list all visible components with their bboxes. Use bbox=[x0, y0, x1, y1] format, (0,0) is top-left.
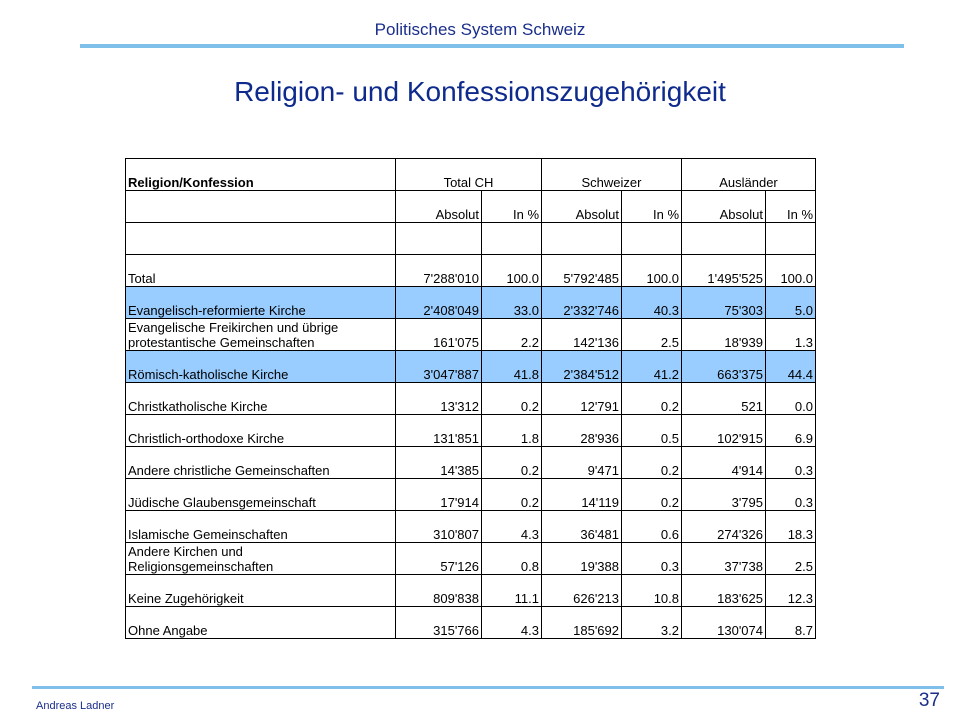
cell-value: 521 bbox=[682, 383, 766, 415]
subheader-cell: In % bbox=[622, 191, 682, 223]
row-label: Christlich-orthodoxe Kirche bbox=[126, 415, 396, 447]
cell-value: 102'915 bbox=[682, 415, 766, 447]
table-row bbox=[126, 383, 816, 415]
row-label: Andere christliche Gemeinschaften bbox=[126, 447, 396, 479]
cell-value: 809'838 bbox=[396, 575, 482, 607]
row-label-line: Religionsgemeinschaften bbox=[128, 559, 274, 574]
cell-value: 315'766 bbox=[396, 607, 482, 639]
group-header-total: Total CH bbox=[396, 159, 542, 191]
subheader-cell: Absolut bbox=[396, 191, 482, 223]
cell-value: 12.3 bbox=[766, 575, 816, 607]
table-row bbox=[126, 415, 816, 447]
cell-value: 3'795 bbox=[682, 479, 766, 511]
table-row bbox=[126, 479, 816, 511]
cell-value: 2'384'512 bbox=[542, 351, 622, 383]
cell-value: 1'495'525 bbox=[682, 255, 766, 287]
cell-value: 7'288'010 bbox=[396, 255, 482, 287]
cell-value: 17'914 bbox=[396, 479, 482, 511]
cell-value: 0.2 bbox=[622, 447, 682, 479]
cell-value: 2.2 bbox=[482, 319, 542, 351]
cell-value: 4.3 bbox=[482, 607, 542, 639]
cell-value: 75'303 bbox=[682, 287, 766, 319]
cell-value: 0.3 bbox=[622, 543, 682, 575]
cell-value: 14'119 bbox=[542, 479, 622, 511]
group-header-foreign: Ausländer bbox=[682, 159, 816, 191]
cell-value: 183'625 bbox=[682, 575, 766, 607]
cell-value: 36'481 bbox=[542, 511, 622, 543]
cell-value: 5.0 bbox=[766, 287, 816, 319]
row-label: Christkatholische Kirche bbox=[126, 383, 396, 415]
cell-value: 100.0 bbox=[766, 255, 816, 287]
presentation-title: Politisches System Schweiz bbox=[374, 20, 586, 39]
cell-value: 18'939 bbox=[682, 319, 766, 351]
cell-value: 57'126 bbox=[396, 543, 482, 575]
slide-title: Religion- und Konfessionszugehörigkeit bbox=[234, 76, 726, 107]
author-name: Andreas Ladner bbox=[36, 700, 115, 712]
table-subheader-row bbox=[126, 191, 816, 223]
row-label bbox=[126, 319, 396, 351]
subheader-cell: In % bbox=[766, 191, 816, 223]
cell-value: 6.9 bbox=[766, 415, 816, 447]
cell-value: 37'738 bbox=[682, 543, 766, 575]
cell-value: 2.5 bbox=[622, 319, 682, 351]
table-row bbox=[126, 607, 816, 639]
row-label: Ohne Angabe bbox=[126, 607, 396, 639]
row-label bbox=[126, 543, 396, 575]
group-header-swiss: Schweizer bbox=[542, 159, 682, 191]
cell-value: 100.0 bbox=[482, 255, 542, 287]
cell-value: 0.3 bbox=[766, 479, 816, 511]
cell-value: 131'851 bbox=[396, 415, 482, 447]
row-label-line: protestantische Gemeinschaften bbox=[128, 335, 315, 350]
cell-value: 28'936 bbox=[542, 415, 622, 447]
cell-value: 5'792'485 bbox=[542, 255, 622, 287]
cell-value: 4'914 bbox=[682, 447, 766, 479]
table-row bbox=[126, 511, 816, 543]
row-label: Evangelisch-reformierte Kirche bbox=[126, 287, 396, 319]
table-row bbox=[126, 543, 816, 575]
empty-cell bbox=[126, 191, 396, 223]
cell-value: 8.7 bbox=[766, 607, 816, 639]
row-label-line: Evangelische Freikirchen und übrige bbox=[128, 320, 339, 335]
cell-value: 14'385 bbox=[396, 447, 482, 479]
header-divider bbox=[80, 44, 904, 48]
religion-table bbox=[125, 158, 816, 639]
cell-value: 663'375 bbox=[682, 351, 766, 383]
cell-value: 0.2 bbox=[622, 479, 682, 511]
row-label: Römisch-katholische Kirche bbox=[126, 351, 396, 383]
cell-value: 0.2 bbox=[482, 479, 542, 511]
cell-value: 19'388 bbox=[542, 543, 622, 575]
cell-value: 185'692 bbox=[542, 607, 622, 639]
table-row-highlighted bbox=[126, 351, 816, 383]
cell-value: 2.5 bbox=[766, 543, 816, 575]
row-label: Total bbox=[126, 255, 396, 287]
cell-value: 3.2 bbox=[622, 607, 682, 639]
subheader-cell: In % bbox=[482, 191, 542, 223]
cell-value: 13'312 bbox=[396, 383, 482, 415]
cell-value: 11.1 bbox=[482, 575, 542, 607]
cell-value: 142'136 bbox=[542, 319, 622, 351]
cell-value: 626'213 bbox=[542, 575, 622, 607]
cell-value: 18.3 bbox=[766, 511, 816, 543]
page-number: 37 bbox=[918, 690, 940, 711]
cell-value: 0.0 bbox=[766, 383, 816, 415]
row-label: Keine Zugehörigkeit bbox=[126, 575, 396, 607]
table-row bbox=[126, 255, 816, 287]
cell-value: 10.8 bbox=[622, 575, 682, 607]
cell-value: 130'074 bbox=[682, 607, 766, 639]
cell-value: 0.6 bbox=[622, 511, 682, 543]
table-spacer-row bbox=[126, 223, 816, 255]
row-label-line: Andere Kirchen und bbox=[128, 544, 243, 559]
cell-value: 3'047'887 bbox=[396, 351, 482, 383]
cell-value: 12'791 bbox=[542, 383, 622, 415]
cell-value: 41.8 bbox=[482, 351, 542, 383]
cell-value: 0.2 bbox=[622, 383, 682, 415]
cell-value: 2'332'746 bbox=[542, 287, 622, 319]
corner-label: Religion/Konfession bbox=[126, 159, 396, 191]
cell-value: 100.0 bbox=[622, 255, 682, 287]
row-label: Islamische Gemeinschaften bbox=[126, 511, 396, 543]
row-label: Jüdische Glaubensgemeinschaft bbox=[126, 479, 396, 511]
cell-value: 1.3 bbox=[766, 319, 816, 351]
table-row bbox=[126, 319, 816, 351]
cell-value: 41.2 bbox=[622, 351, 682, 383]
subheader-cell: Absolut bbox=[542, 191, 622, 223]
cell-value: 9'471 bbox=[542, 447, 622, 479]
cell-value: 274'326 bbox=[682, 511, 766, 543]
cell-value: 310'807 bbox=[396, 511, 482, 543]
subheader-cell: Absolut bbox=[682, 191, 766, 223]
cell-value: 4.3 bbox=[482, 511, 542, 543]
cell-value: 40.3 bbox=[622, 287, 682, 319]
table-group-header-row bbox=[126, 159, 816, 191]
table-row-highlighted bbox=[126, 287, 816, 319]
cell-value: 0.5 bbox=[622, 415, 682, 447]
cell-value: 0.2 bbox=[482, 383, 542, 415]
cell-value: 44.4 bbox=[766, 351, 816, 383]
table-row bbox=[126, 447, 816, 479]
cell-value: 161'075 bbox=[396, 319, 482, 351]
table-row bbox=[126, 575, 816, 607]
cell-value: 1.8 bbox=[482, 415, 542, 447]
cell-value: 0.3 bbox=[766, 447, 816, 479]
cell-value: 0.2 bbox=[482, 447, 542, 479]
cell-value: 0.8 bbox=[482, 543, 542, 575]
cell-value: 2'408'049 bbox=[396, 287, 482, 319]
footer-divider bbox=[32, 686, 944, 689]
cell-value: 33.0 bbox=[482, 287, 542, 319]
